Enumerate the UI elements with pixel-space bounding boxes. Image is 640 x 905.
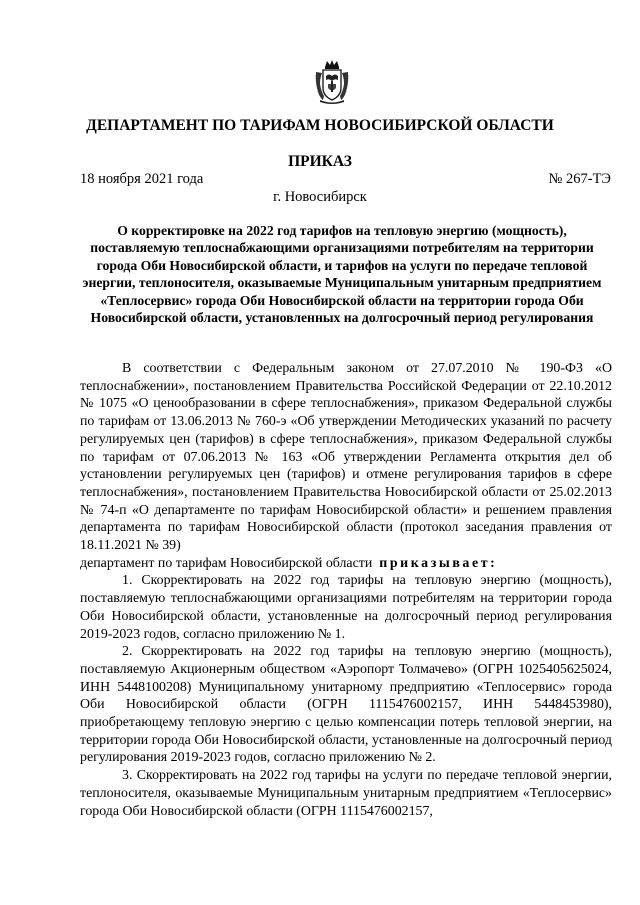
item-1-paragraph: 1. Скорректировать на 2022 год тарифы на тепловую энергию (мощность), поставляемую теплоснабжающими организациями потребителям на территории города Оби Новосибирской области, установленные на долгосрочный период регулирования 2019-2023 годов, согласно приложению № 1. [80,573,612,642]
order-subject: О корректировке на 2022 год тарифов на тепловую энергию (мощность), поставляемую теплоснабжающими организациями потребителям на территории города Оби Новосибирской области, и тарифов на услуги по передаче тепловой энергии, теплоносителя, оказываемые Муниципальным унитарным предприятием «Теплосервис» города Оби Новосибирской области на территории города Оби Новосибирской области, установленных на долгосрочный период регулирования [82,223,602,326]
order-word: приказывает: [379,555,498,571]
preamble-paragraph: В соответствии с Федеральным законом от 27.07.2010 № 190-ФЗ «О теплоснабжении», постановлением Правительства Российской Федерации от 22.10.2012 № 1075 «О ценообразовании в сфере теплоснабжения», приказом Федеральной службы по тарифам от 13.06.2013 № 760-э «Об утверждении Методических указаний по расчету регулируемых цен (тарифов) в сфере теплоснабжения», приказом Федеральной службы по тарифам от 07.06.2013 № 163 «Об утверждении Регламента открытия дел об установлении регулируемых цен (тарифов) и отмене регулирования тарифов в сфере теплоснабжения», постановлением Правительства Новосибирской области от 25.02.2013 № 74-п «О департаменте по тарифам Новосибирской области» и решением правления департамента по тарифам Новосибирской области (протокол заседания правления от 18.11.2021 № 39) [80,361,612,554]
order-lead-paragraph [80,555,612,573]
order-title: ПРИКАЗ [288,153,352,170]
item-2-paragraph: 2. Скорректировать на 2022 год тарифы на тепловую энергию (мощность), поставляемую Акционерным обществом «Аэропорт Толмачево» (ОГРН 1025405625024, ИНН 5448100208) Муниципальному унитарному предприятию «Теплосервис» города Оби Новосибирской области (ОГРН 1115476002157, ИНН 5448453980), приобретающему тепловую энергию с целью компенсации потерь тепловой энергии, на территории города Оби Новосибирской области, установленные на долгосрочный период регулирования 2019-2023 годов, согласно приложению № 2. [80,644,612,766]
order-lead-text: департамент по тарифам Новосибирской области [80,555,373,571]
coat-of-arms-icon [314,58,350,104]
department-title: ДЕПАРТАМЕНТ ПО ТАРИФАМ НОВОСИБИРСКОЙ ОБЛАСТИ [86,117,554,134]
item-3-paragraph: 3. Скорректировать на 2022 год тарифы на услуги по передаче тепловой энергии, теплоносителя, оказываемые Муниципальным унитарным предприятием «Теплосервис» города Оби Новосибирской области (ОГРН 1115476002157, [80,768,612,819]
order-body [80,360,612,820]
order-city: г. Новосибирск [273,189,367,205]
order-number: № 267-ТЭ [548,171,611,187]
order-date: 18 ноября 2021 года [80,171,204,187]
